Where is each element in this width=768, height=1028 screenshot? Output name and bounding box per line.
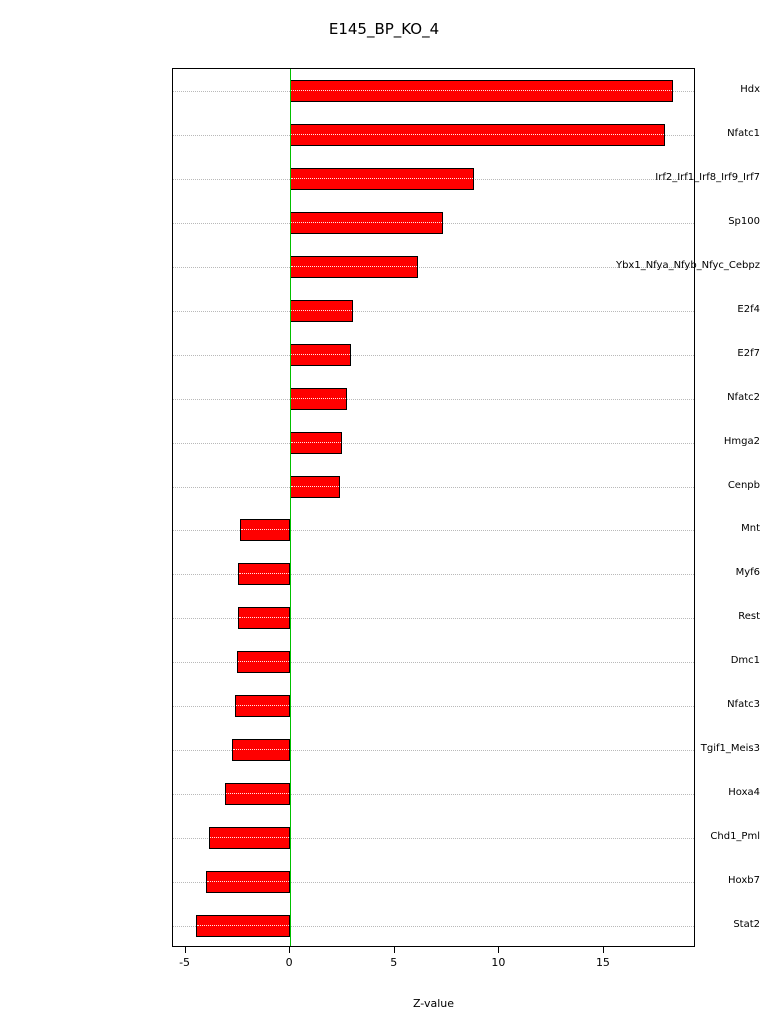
y-axis-tick-label: Hmga2: [723, 435, 760, 447]
y-axis-tick-label: E2f4: [737, 303, 760, 315]
x-axis-tick-label: 0: [285, 956, 293, 969]
bar-hatch: [291, 178, 473, 179]
bar: [290, 168, 474, 190]
y-axis-tick-label: E2f7: [737, 347, 760, 359]
x-axis-tick-mark: [289, 947, 290, 953]
bar-hatch: [291, 398, 345, 399]
x-axis-tick-label: 10: [491, 956, 506, 969]
bar-hatch: [291, 310, 352, 311]
y-axis-tick-label: Dmc1: [730, 655, 760, 667]
bar: [232, 739, 291, 761]
y-axis-tick-label: Nfatc2: [727, 391, 760, 403]
bar: [290, 212, 443, 234]
y-axis-tick-label: Rest: [738, 611, 760, 623]
bar: [240, 519, 290, 541]
zero-reference-line: [290, 69, 291, 946]
bar-hatch: [291, 442, 341, 443]
bar-hatch: [197, 925, 289, 926]
bar: [290, 432, 342, 454]
x-axis-tick-label: 5: [390, 956, 398, 969]
bar-hatch: [291, 486, 339, 487]
y-axis-tick-label: Cenpb: [727, 479, 760, 491]
y-axis-tick-label: Mnt: [741, 523, 760, 535]
x-axis-tick-label: -5: [179, 956, 191, 969]
bar: [290, 476, 340, 498]
bar-hatch: [238, 661, 289, 662]
bar-hatch: [210, 837, 290, 838]
y-axis-tick-label: Sp100: [728, 215, 760, 227]
bar-hatch: [291, 354, 350, 355]
bar-hatch: [239, 573, 289, 574]
bar: [290, 344, 351, 366]
x-axis-tick-mark: [498, 947, 499, 953]
plot-area: [172, 68, 695, 947]
y-axis-tick-label: Irf2_Irf1_Irf8_Irf9_Irf7: [655, 171, 760, 183]
y-axis-tick-label: Nfatc3: [727, 699, 760, 711]
bar-hatch: [241, 529, 289, 530]
bar-hatch: [226, 793, 289, 794]
bar: [290, 256, 418, 278]
y-axis-tick-label: Hoxb7: [728, 875, 760, 887]
bar-hatch: [207, 881, 289, 882]
bar-hatch: [239, 617, 289, 618]
y-axis-tick-label: Hoxa4: [728, 787, 760, 799]
x-axis-tick-mark: [394, 947, 395, 953]
bar-hatch: [233, 749, 290, 750]
y-axis-tick-label: Hdx: [740, 83, 760, 95]
y-axis-tick-label: Tgif1_Meis3: [700, 743, 760, 755]
bar: [196, 915, 290, 937]
chart-title: E145_BP_KO_4: [328, 20, 440, 38]
bar-hatch: [236, 705, 289, 706]
bar: [238, 563, 290, 585]
x-axis-title: Z-value: [412, 997, 455, 1010]
y-axis-tick-label: Nfatc1: [727, 127, 760, 139]
x-axis-tick-label: 15: [595, 956, 610, 969]
bar-hatch: [291, 266, 417, 267]
bar: [209, 827, 291, 849]
bar: [237, 651, 290, 673]
bar: [290, 300, 353, 322]
bar: [206, 871, 290, 893]
bar-hatch: [291, 222, 442, 223]
y-axis-tick-label: Myf6: [735, 567, 760, 579]
bar: [290, 388, 346, 410]
y-axis-tick-label: Ybx1_Nfya_Nfyb_Nfyc_Cebpz: [615, 259, 760, 271]
y-axis-tick-label: Stat2: [733, 919, 760, 931]
x-axis-tick-mark: [603, 947, 604, 953]
x-axis-tick-mark: [185, 947, 186, 953]
y-axis-tick-label: Chd1_Pml: [710, 831, 760, 843]
bar: [238, 607, 290, 629]
bar: [225, 783, 290, 805]
bar: [235, 695, 290, 717]
